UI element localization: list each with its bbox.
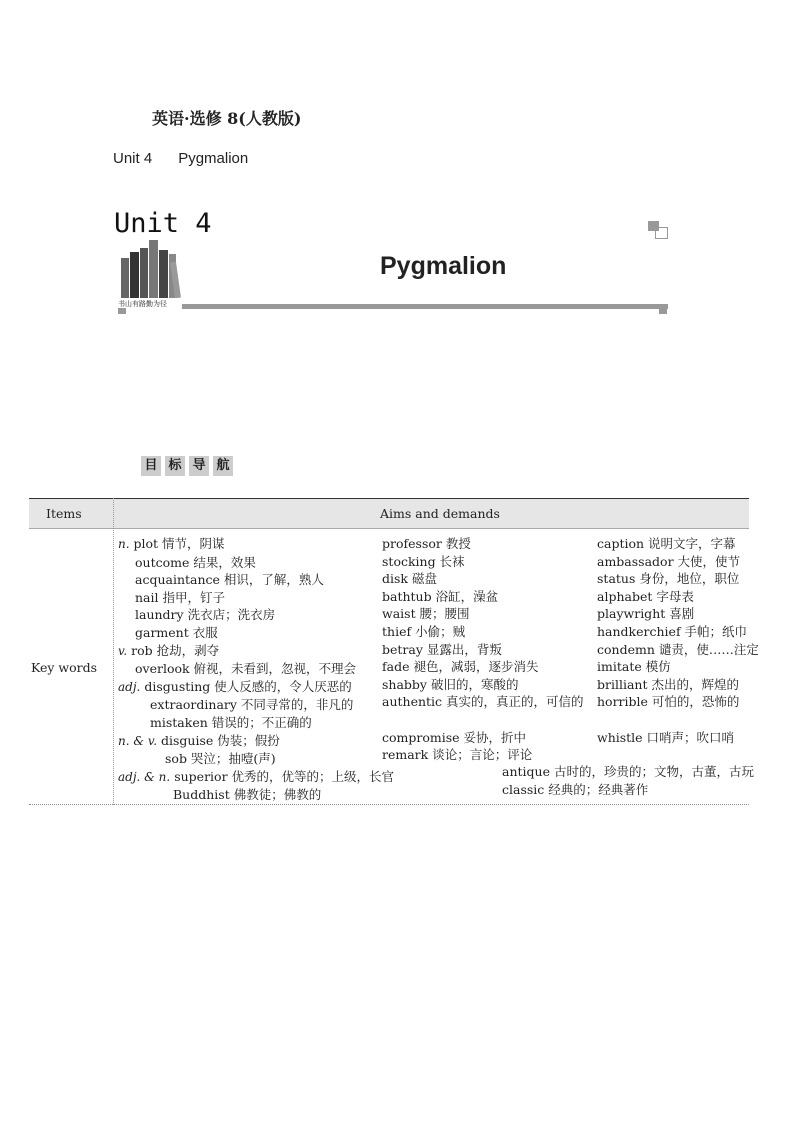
word-entry <box>118 554 394 572</box>
word-entry: disk 磁盘 <box>382 571 437 587</box>
word-entry <box>118 571 394 589</box>
word-entry <box>118 535 394 554</box>
word-entry <box>118 589 394 607</box>
word-text: disgusting 使人反感的，令人厌恶的 <box>144 678 352 694</box>
word-text: laundry 洗衣店；洗衣房 <box>135 607 276 623</box>
word-text: disguise 伪装；假扮 <box>161 732 280 748</box>
word-entry: status 身份，地位，职位 <box>597 571 740 587</box>
word-entry: caption 说明文字，字幕 <box>597 536 736 551</box>
word-entry: professor 教授 <box>382 536 471 551</box>
books-icon <box>119 240 183 298</box>
nav-char: 目 <box>141 456 161 476</box>
word-entry <box>118 732 394 751</box>
word-text: Buddhist 佛教徒；佛教的 <box>173 787 322 803</box>
column-divider <box>113 498 114 805</box>
word-text: garment 衣服 <box>135 624 218 640</box>
nav-char: 导 <box>189 456 209 476</box>
word-entry: authentic 真实的，真正的，可信的 <box>382 694 584 710</box>
word-entry: ambassador 大使，使节 <box>597 553 741 569</box>
row-label-key-words: Key words <box>31 660 98 675</box>
word-entry: playwright 喜剧 <box>597 606 695 622</box>
word-entry: antique 古时的，珍贵的；文物，古董，古玩 <box>502 764 754 779</box>
word-text: outcome 结果，效果 <box>135 554 256 570</box>
word-entry <box>118 660 394 678</box>
corner-square-outline-icon <box>655 227 668 239</box>
word-text: acquaintance 相识，了解，熟人 <box>135 572 324 588</box>
word-entry: compromise 妥协，折中 <box>382 729 527 745</box>
word-entry: waist 腰；腰围 <box>382 606 470 622</box>
word-text: nail 指甲，钉子 <box>135 589 225 605</box>
word-entry <box>118 696 394 714</box>
part-of-speech: n. & v. <box>118 733 158 748</box>
word-entry <box>118 642 394 661</box>
part-of-speech: adj. & n. <box>118 769 171 784</box>
word-entry: whistle 口哨声；吹口哨 <box>597 729 735 745</box>
header-aims: Aims and demands <box>380 506 500 521</box>
word-text: extraordinary 不同寻常的，非凡的 <box>150 697 354 713</box>
word-text: mistaken 错误的；不正确的 <box>150 714 312 730</box>
word-entry: remark 谈论；言论；评论 <box>382 747 533 763</box>
banner-title: Pygmalion <box>380 252 507 280</box>
word-entry: bathtub 浴缸，澡盆 <box>382 588 499 604</box>
rule-end-left <box>118 308 126 314</box>
word-entry <box>118 768 394 787</box>
word-entry: imitate 模仿 <box>597 659 671 675</box>
word-entry: shabby 破旧的，寒酸的 <box>382 676 519 692</box>
word-entry: handkerchief 手帕；纸巾 <box>597 623 748 639</box>
rule-end-right <box>659 308 667 314</box>
word-entry <box>118 750 394 768</box>
words-column-3 <box>597 535 759 746</box>
word-entry: thief 小偷；贼 <box>382 623 466 639</box>
words-column-4 <box>502 763 754 798</box>
banner-unit: Unit 4 <box>114 208 212 239</box>
part-of-speech: v. <box>118 643 128 658</box>
unit-title: Pygmalion <box>178 150 249 167</box>
nav-char: 标 <box>165 456 185 476</box>
word-entry: brilliant 杰出的，辉煌的 <box>597 676 739 692</box>
word-entry: alphabet 字母表 <box>597 588 694 604</box>
header-items: Items <box>46 506 82 521</box>
word-text: superior 优秀的，优等的；上级，长官 <box>174 768 395 784</box>
words-column-2 <box>382 535 584 764</box>
part-of-speech: adj. <box>118 679 141 694</box>
word-entry: horrible 可怕的，恐怖的 <box>597 694 740 710</box>
table-bottom-border <box>29 804 749 805</box>
word-entry: condemn 谴责，使……注定 <box>597 641 759 657</box>
word-entry: classic 经典的；经典著作 <box>502 781 649 797</box>
word-entry <box>118 714 394 732</box>
word-entry <box>118 624 394 642</box>
words-column-1 <box>118 535 394 804</box>
banner-rule <box>182 304 668 309</box>
nav-char: 航 <box>213 456 233 476</box>
word-text: rob 抢劫，剥夺 <box>131 642 220 658</box>
word-text: sob 哭泣；抽噎(声) <box>165 751 276 767</box>
word-entry: stocking 长袜 <box>382 553 465 569</box>
unit-heading <box>113 150 248 167</box>
word-entry <box>118 678 394 697</box>
part-of-speech: n. <box>118 537 130 551</box>
word-entry <box>118 606 394 624</box>
word-text: overlook 俯视，未看到，忽视，不理会 <box>135 661 357 677</box>
banner-motto: 书山有路勤为径 <box>118 300 167 308</box>
word-text: plot 情节，阴谋 <box>133 536 225 551</box>
unit-label: Unit 4 <box>113 150 153 167</box>
section-heading <box>141 456 233 476</box>
word-entry: fade 褪色，减弱，逐步消失 <box>382 659 539 675</box>
word-entry <box>118 786 394 804</box>
book-title: 英语·选修 8(人教版) <box>152 109 302 128</box>
word-entry: betray 显露出，背叛 <box>382 641 502 657</box>
